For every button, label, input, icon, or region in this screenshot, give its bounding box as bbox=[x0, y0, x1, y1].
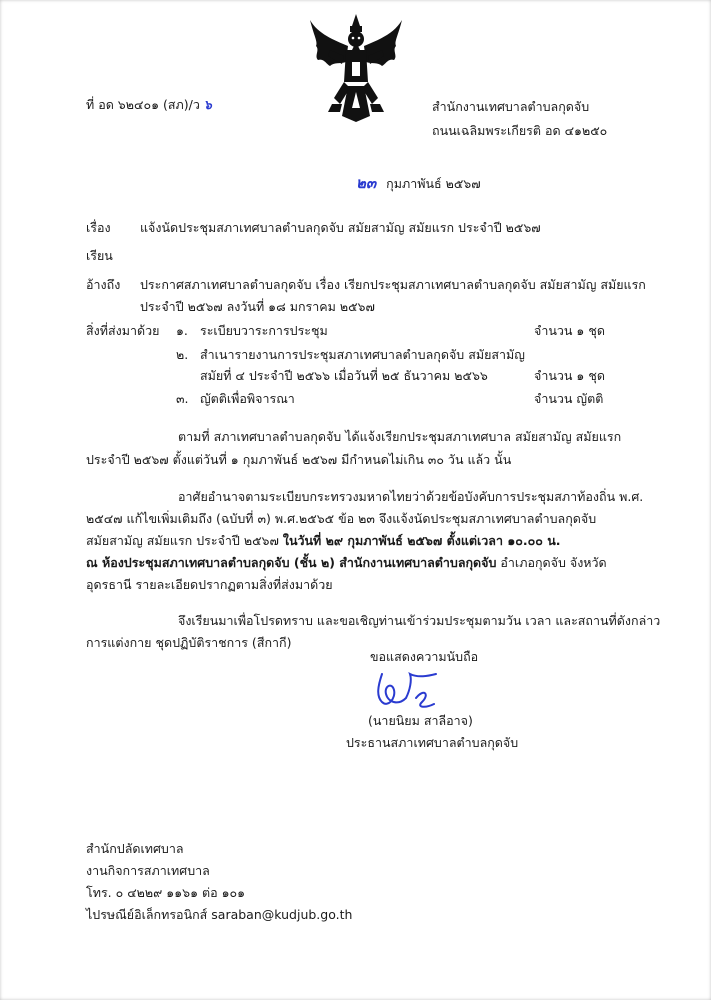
paragraph-1-line-2: ประจำปี ๒๕๖๗ ตั้งแต่วันที่ ๑ กุมภาพันธ์ ๒๕๖๗ มีกำหนดไม่เกิน ๓๐ วัน แล้ว นั้น bbox=[86, 452, 512, 467]
reference-number: ที่ อด ๖๒๔๐๑ (สภ)/ว ๖ bbox=[86, 97, 212, 112]
handwritten-ref-number: ๖ bbox=[203, 97, 212, 112]
signature-mark bbox=[372, 668, 444, 712]
paragraph-2-line-4: ณ ห้องประชุมสภาเทศบาลตำบลกุดจับ (ชั้น ๒) สำนักงานเทศบาลตำบลกุดจับ อำเภอกุดจับ จังหวัด bbox=[86, 555, 607, 570]
paragraph-2-line-2: ๒๕๔๗ แก้ไขเพิ่มเติมถึง (ฉบับที่ ๓) พ.ศ.๒๕๖๕ ข้อ ๒๓ จึงแจ้งนัดประชุมสภาเทศบาลตำบลกุดจับ bbox=[86, 511, 597, 526]
document-date: ๒๓ กุมภาพันธ์ ๒๕๖๗ bbox=[356, 174, 481, 192]
enclosure-text-2-cont: สมัยที่ ๔ ประจำปี ๒๕๖๖ เมื่อวันที่ ๒๕ ธันวาคม ๒๕๖๖ bbox=[200, 368, 488, 383]
enclosure-qty-2: จำนวน ๑ ชุด bbox=[534, 368, 605, 383]
paragraph-2-line-5: อุดรธานี รายละเอียดปรากฏตามสิ่งที่ส่งมาด้วย bbox=[86, 577, 333, 592]
enclosure-text-2: สำเนารายงานการประชุมสภาเทศบาลตำบลกุดจับ สมัยสามัญ bbox=[200, 347, 525, 362]
office-name: สำนักงานเทศบาลตำบลกุดจับ bbox=[432, 99, 590, 114]
closing-salutation: ขอแสดงความนับถือ bbox=[370, 649, 479, 664]
reference-line-2: ประจำปี ๒๕๖๗ ลงวันที่ ๑๘ มกราคม ๒๕๖๗ bbox=[140, 299, 375, 314]
paragraph-3-line-1: จึงเรียนมาเพื่อโปรดทราบ และขอเชิญท่านเข้าร่วมประชุมตามวัน เวลา และสถานที่ดังกล่าว bbox=[178, 613, 661, 628]
enclosure-num-1: ๑. bbox=[176, 323, 188, 338]
signatory-position: ประธานสภาเทศบาลตำบลกุดจับ bbox=[346, 735, 519, 750]
enclosures-label: สิ่งที่ส่งมาด้วย bbox=[86, 323, 160, 338]
paragraph-1-line-1: ตามที่ สภาเทศบาลตำบลกุดจับ ได้แจ้งเรียกประชุมสภาเทศบาล สมัยสามัญ สมัยแรก bbox=[178, 429, 622, 444]
signatory-name: (นายนิยม สาลีอาจ) bbox=[368, 713, 473, 728]
footer-section: งานกิจการสภาเทศบาล bbox=[86, 863, 210, 878]
footer-email: ไปรษณีย์อิเล็กทรอนิกส์ saraban@kudjub.go.th bbox=[86, 907, 353, 922]
enclosure-num-3: ๓. bbox=[176, 391, 189, 406]
reference-line-1: ประกาศสภาเทศบาลตำบลกุดจับ เรื่อง เรียกประชุมสภาเทศบาลตำบลกุดจับ สมัยสามัญ สมัยแรก bbox=[140, 277, 646, 292]
enclosure-text-3: ญัตติเพื่อพิจารณา bbox=[200, 391, 295, 406]
footer-phone: โทร. ๐ ๔๒๒๙ ๑๑๖๑ ต่อ ๑๐๑ bbox=[86, 885, 246, 900]
reference-label: อ้างถึง bbox=[86, 277, 121, 292]
office-address: ถนนเฉลิมพระเกียรติ อด ๔๑๒๕๐ bbox=[432, 123, 608, 138]
recipient-label: เรียน bbox=[86, 248, 113, 263]
subject-text: แจ้งนัดประชุมสภาเทศบาลตำบลกุดจับ สมัยสามัญ สมัยแรก ประจำปี ๒๕๖๗ bbox=[140, 220, 541, 235]
paragraph-2-line-3: สมัยสามัญ สมัยแรก ประจำปี ๒๕๖๗ ในวันที่ ๒๙ กุมภาพันธ์ ๒๕๖๗ ตั้งแต่เวลา ๑๐.๐๐ น. bbox=[86, 533, 561, 548]
handwritten-day: ๒๓ bbox=[356, 174, 377, 192]
paragraph-3-line-2: การแต่งกาย ชุดปฏิบัติราชการ (สีกากี) bbox=[86, 635, 292, 650]
enclosure-num-2: ๒. bbox=[176, 347, 189, 362]
subject-label: เรื่อง bbox=[86, 220, 111, 235]
paragraph-2-line-1: อาศัยอำนาจตามระเบียบกระทรวงมหาดไทยว่าด้วยข้อบังคับการประชุมสภาท้องถิ่น พ.ศ. bbox=[178, 489, 644, 504]
meeting-venue: ณ ห้องประชุมสภาเทศบาลตำบลกุดจับ (ชั้น ๒) สำนักงานเทศบาลตำบลกุดจับ bbox=[86, 555, 497, 570]
enclosure-qty-3: จำนวน ญัตติ bbox=[534, 391, 604, 406]
garuda-emblem-icon bbox=[306, 12, 406, 124]
enclosure-text-1: ระเบียบวาระการประชุม bbox=[200, 323, 328, 338]
footer-department: สำนักปลัดเทศบาล bbox=[86, 841, 184, 856]
enclosure-qty-1: จำนวน ๑ ชุด bbox=[534, 323, 605, 338]
meeting-datetime: ในวันที่ ๒๙ กุมภาพันธ์ ๒๕๖๗ ตั้งแต่เวลา ๑๐.๐๐ น. bbox=[282, 533, 561, 548]
